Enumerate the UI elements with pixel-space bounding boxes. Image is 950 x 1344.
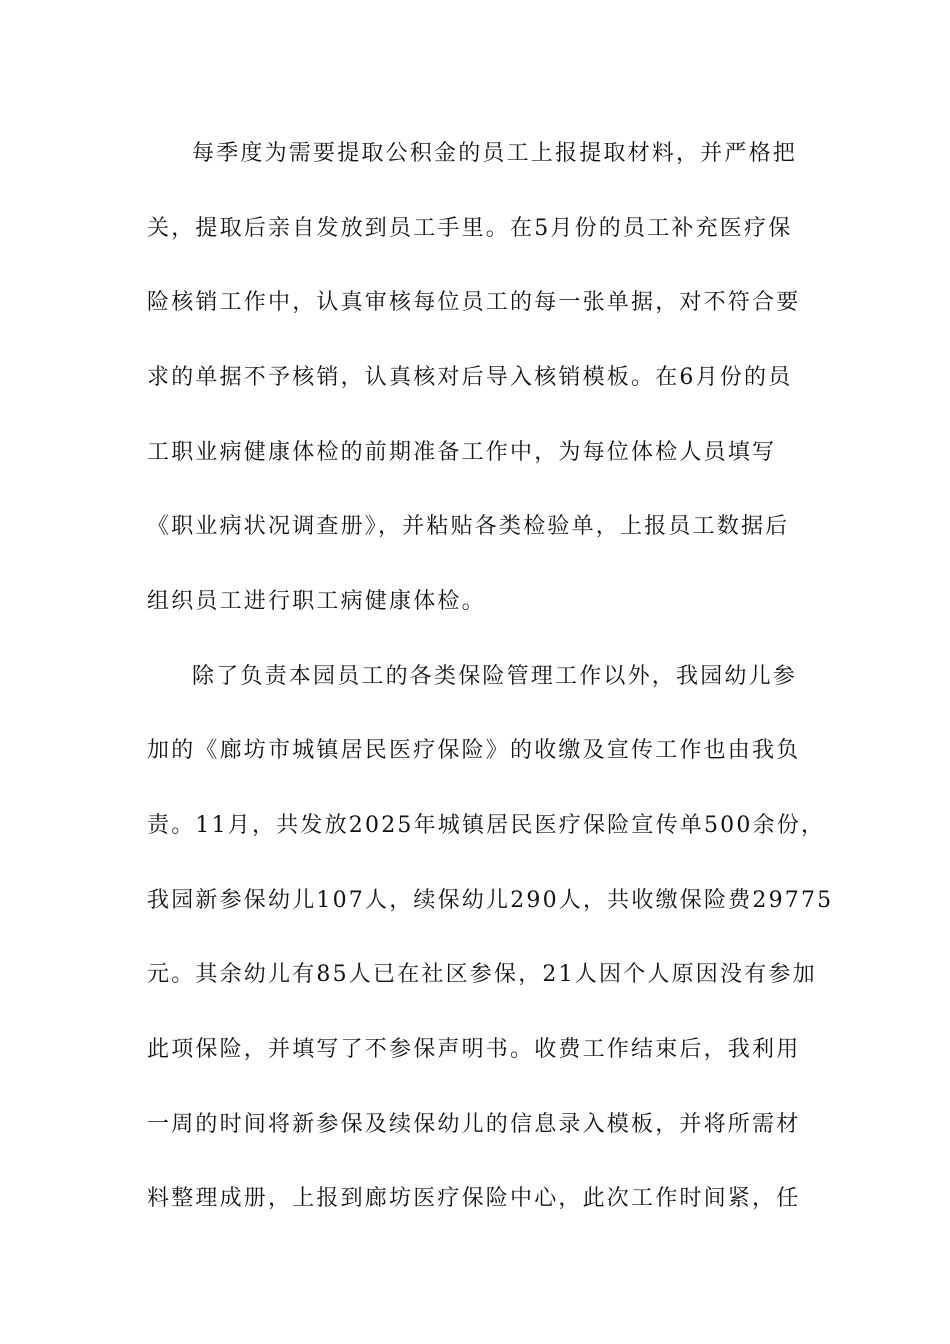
paragraph-1-line-3: 险核销工作中，认真审核每位员工的每一张单据，对不符合要 bbox=[147, 290, 801, 315]
paragraph-2-line-4: 我园新参保幼儿107人，续保幼儿290人，共收缴保险费29775 bbox=[147, 888, 834, 913]
paragraph-2-line-7: 一周的时间将新参保及续保幼儿的信息录入模板，并将所需材 bbox=[147, 1112, 801, 1137]
paragraph-2-line-8: 料整理成册，上报到廊坊医疗保险中心，此次工作时间紧，任 bbox=[147, 1186, 801, 1211]
paragraph-1-line-7: 组织员工进行职工病健康体检。 bbox=[147, 589, 486, 614]
paragraph-1-line-5: 工职业病健康体检的前期准备工作中，为每位体检人员填写 bbox=[147, 440, 777, 465]
paragraph-1-line-6: 《职业病状况调查册》，并粘贴各类检验单，上报员工数据后 bbox=[147, 514, 790, 539]
paragraph-1-line-1: 每季度为需要提取公积金的员工上报提取材料，并严格把 bbox=[192, 141, 798, 166]
paragraph-1-line-4: 求的单据不予核销，认真核对后导入核销模板。在6月份的员 bbox=[147, 365, 793, 390]
paragraph-2-line-1: 除了负责本园员工的各类保险管理工作以外，我园幼儿参 bbox=[192, 664, 798, 689]
paragraph-2-line-2: 加的《廊坊市城镇居民医疗保险》的收缴及宣传工作也由我负 bbox=[147, 738, 801, 763]
paragraph-1-line-2: 关，提取后亲自发放到员工手里。在5月份的员工补充医疗保 bbox=[147, 216, 793, 241]
paragraph-2-line-6: 此项保险，并填写了不参保声明书。收费工作结束后，我利用 bbox=[147, 1037, 801, 1062]
paragraph-2-line-5: 元。其余幼儿有85人已在社区参保，21人因个人原因没有参加 bbox=[147, 962, 817, 987]
paragraph-2-line-3: 责。11月，共发放2025年城镇居民医疗保险宣传单500余份， bbox=[147, 813, 826, 838]
